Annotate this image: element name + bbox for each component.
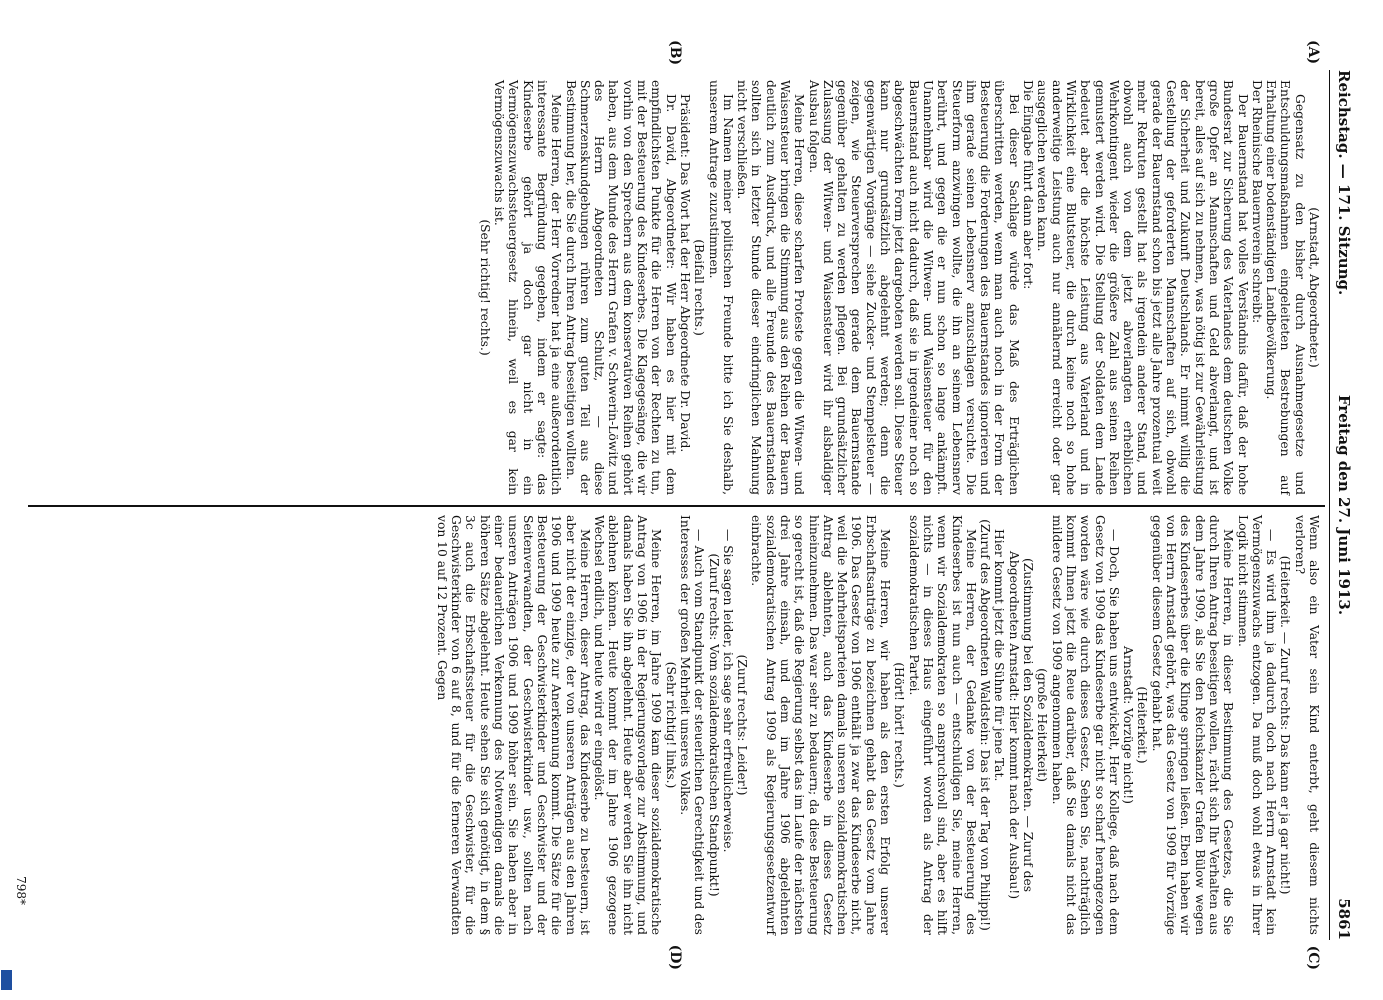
column-separator [28,505,1325,507]
page-header [1333,70,1355,940]
header-page-number: 5861 [1335,898,1353,940]
header-rule [1329,70,1330,940]
header-left: Reichstag. — 171. Sitzung. [1335,70,1353,296]
paragraph: — Doch, Sie haben uns entwickelt, Herr Kollege, daß nach dem Gesetz von 1909 das Kindeserbe gar nicht so scharf herangezogen worden wäre wie durch dieses Gesetz. Sehen Sie, nachträglich kommt Ihnen jetzt die Reue darüber, daß Sie damals nicht das mildere Gesetz von 1909 angenommen haben. [1049,515,1121,935]
paragraph: Meine Herren, in dieser Bestimmung des Gesetzes, die Sie durch Ihren Antrag beseitigen wollen, rächt sich Ihr Verhalten aus dem Jahre 1909, als Sie den Reichskanzler Grafen Bülow wegen des Kindeserbes über die Klinge springen ließen. Eben haben wir von Herrn Arnstadt gehört, was das Gesetz von 1909 für Vorzüge gegenüber diesem Gesetz gehabt hat. [1149,515,1236,935]
speaker-ref: (Arnstadt, Abgeordneter.) [1307,207,1321,368]
right-column [32,515,1321,935]
margin-marker-d: (D) [667,944,683,970]
paragraph: — Auch vom Standpunkt der steuerlichen Gerechtigkeit und des Interesses der großen Mehrheit unseres Volkes. [677,515,707,935]
president-paragraph: Präsident: Das Wort hat der Herr Abgeordnete Dr. David. [677,94,692,453]
interjection: (große Heiterkeit) [1035,668,1050,782]
paragraph: Im Namen meiner politischen Freunde bitte ich Sie deshalb, unserem Antrage zuzustimmen. [706,80,735,495]
paragraph: Meine Herren, dieser Antrag, das Kindeserbe zu besteuern, ist aber nicht der einzige, der von unseren Anträgen aus den Jahren 1906 und 1909 heute zur Anerkennung kommt. Die Sätze für die Besteuerung der Geschwisterkinder und Geschwister und der Seitenverwandten, der Geschwisterkinder usw., sollten nach unseren Anträgen 1906 und 1909 höher sein. Sie haben aber in einer bedauerlichen Verkennung des Notwendigen damals die höheren Sätze abgelehnt. Heute sehen Sie sich genötigt, in dem § 3c auch die Erbschaftssteuer für die Geschwister, für die Geschwisterkinder von 6 auf 8, und für die ferneren Verwandten von 10 auf 12 Prozent. Gegen [434,515,592,935]
interjection: Arnstadt: Vorzüge nicht!) [1121,646,1136,804]
paragraph: Meine Herren, wir haben als den ersten Erfolg unserer Erbschaftsanträge zu bezeichnen gehabt das Gesetz vom Jahre 1906. Das Gesetz von 1906 enthält ja zwar das Kindeserbe nicht, weil die Mehrheitsparteien damals unseren sozialdemokratischen Antrag ablehnten, auch das Kindeserbe in dieses Gesetz hineinzunehmen. Das war sehr zu bedauern; da diese Besteuerung so gerecht ist, daß die Regierung selbst das im Laufe der nächsten drei Jahre einsah, und dem im Jahre 1906 abgelehnten sozialdemokratischen Antrag 1909 als Regierungsgesetzentwurf einbrachte. [749,515,893,935]
margin-marker-b: (B) [667,40,683,66]
header-center: Freitag den 27. Juni 1913. [1335,394,1353,616]
paragraph: Meine Herren, der Herr Vorredner hat ja eine außerordentlich interessante Begründung gegeben, indem er sagte: das Kindeserbe gehört ja doch gar nicht in ein Vermögenszuwachssteuergesetz hinein, weil es gar kein Vermögenszuwachs ist. [492,80,564,495]
speaker-paragraph: Dr. David, Abgeordneter: Wir haben es hier mit dem empfindlichsten Punkte für die Herren von der Rechten zu tun, mit der Besteuerung des Kindeserbes. Die Klagegesänge, die wir vorhin von den Sprechern aus dem konservativen Reihen gehört haben, aus dem Munde des Herrn Grafen v. Schwerin-Löwitz und des Herrn Abgeordneten Schultz, — diese Schmerzenskundgebungen rühren zum guten Teil aus der Bestimmung her, die Sie durch Ihren Antrag beseitigen wollten. [563,80,678,495]
paragraph: Hier kommt jetzt die Sühne für jene Tat. [992,529,1007,782]
interjection: (Beifall rechts.) [692,239,707,336]
interjection: (Zuruf rechts: Vom sozialdemokratischen Standpunkt!) [706,553,721,897]
interjection: (Zuruf rechts: Leider!) [735,654,750,796]
left-column [32,80,1321,495]
paragraph: — Es wird ihm ja dadurch doch nach Herrn Arnstadt kein Vermögenszuwachs entzogen. Da muß doch wohl etwas in Ihrer Logik nicht stimmen. [1235,515,1279,935]
interjection: (Hört! hört! rechts.) [892,662,907,788]
margin-marker-c: (C) [1305,945,1321,970]
interjection: (Sehr richtig! rechts.) [477,219,492,356]
interjection: (Heiterkeit.) [1135,686,1150,764]
paragraph: Meine Herren, der Gedanke von der Besteuerung des Kindeserbes ist nun auch — entschuldigen Sie, meine Herren, wenn wir Sozialdemokraten so anspruchsvoll sind, aber es hilft nichts — in dieses Haus eingeführt worden als Antrag der sozialdemokratischen Partei. [906,515,978,935]
paragraph: Meine Herren, diese scharfen Proteste gegen die Witwen- und Waisensteuer bringen die Stimmung aus den Reihen der Bauern deutlich zum Ausdruck, und alle Freunde des Bauernstandes sollten sich in letzter Stunde dieser eindringlichen Mahnung nicht verschließen. [735,80,807,495]
paragraph: Die Eingabe führt dann aber fort: [1021,80,1036,290]
interjection: (Zustimmung bei den Sozialdemokraten. — Zuruf des Abgeordneten Arnstadt: Hier kommt nach der Ausbau!) [1006,550,1036,900]
quote-paragraph: Der Bauernstand hat volles Verständnis dafür, daß der hohe Bundesrat zur Sicherung des Vaterlandes dem deutschen Volke große Opfer an Mannschaften und Geld abverlangt, und ist bereit, alles auf sich zu nehmen, was nötig ist zur Gewährleistung der Sicherheit und Zukunft Deutschlands. Er nimmt willig die Gestellung der geforderten Mannschaften auf sich, obwohl gerade der Bauernstand schon bis jetzt alle Jahre prozentual weit mehr Rekruten gestellt hat als irgendein anderer Stand, und obwohl auch von dem jetzt abverlangten erheblichen Wehrkontingent wieder die größere Zahl aus seinen Reihen gemustert werden wird. Die Stellung der Soldaten dem Lande bedeutet aber die höchste Leistung aus Vaterland und in Wirklichkeit eine Blutsteuer, die durch keine noch so hohe anderweitige Leistung auch nur annähernd erreicht oder gar ausgeglichen werden kann. [1035,80,1250,495]
paragraph: Gegensatz zu den bisher durch Ausnahmegesetze und Entschuldungsmaßnahmen eingeleiteten Bestrebungen auf Erhaltung einer bodenständigen Landbevölkerung. [1264,80,1307,495]
paragraph: — Sie sagen leider, ich sage sehr erfreulicherweise. [720,529,735,853]
page-signature: 798* [14,876,28,905]
interjection: (Sehr richtig! links.) [663,661,678,789]
interjection: (Heiterkeit. — Zuruf rechts: Das kann er ja gar nicht!) [1278,555,1293,895]
margin-marker-a: (A) [1305,40,1321,65]
paragraph: Wenn also ein Vater sein Kind enterbt, geht diesem nichts verloren? [1292,515,1321,935]
paragraph: Meine Herren, im Jahre 1909 kam dieser sozialdemokratische Antrag von 1906 in der Regierungsvorlage zur Abstimmung, und damals haben Sie ihn abgelehnt. Heute aber werden Sie ihn nicht ablehnen können. Heute kommt der im Jahre 1906 gezogene Wechsel endlich, und heute wird er eingelöst. [592,515,664,935]
paragraph: Der Rheinische Bauernverein schreibt: [1249,80,1264,324]
quote-paragraph: Bei dieser Sachlage würde das Maß des Erträglichen überschritten werden, wenn man auch noch in der Form der Besteuerung die Forderungen des Bauernstandes ignorieren und ihm gerade seinen Lebensnerv anzuschlagen versuchte. Die Steuerform anzwingen wollte, die ihn an seinem Lebensnerv berührt, und gegen die er nun schon so lange ankämpft. Unannehmbar wird die Witwen- und Waisensteuer für den Bauernstand auch nicht dadurch, daß sie in irgendeiner noch so abgeschwächten Form jetzt dargeboten werden soll. Diese Steuer kann nur grundsätzlich abgelehnt werden; denn die gegenwärtigen Vorgänge — siehe Zucker- und Stempelsteuer — zeigen, wie Steuerversprechen gerade dem Bauernstande gegenüber gehalten zu werden pflegen. Bei grundsätzlicher Zulassung der Witwen- und Waisensteuer wird ihr alsbaldiger Ausbau folgen. [806,80,1021,495]
interjection: (Zuruf des Abgeordneten Waldstein: Das ist der Tag von Philippi!) [978,519,993,931]
